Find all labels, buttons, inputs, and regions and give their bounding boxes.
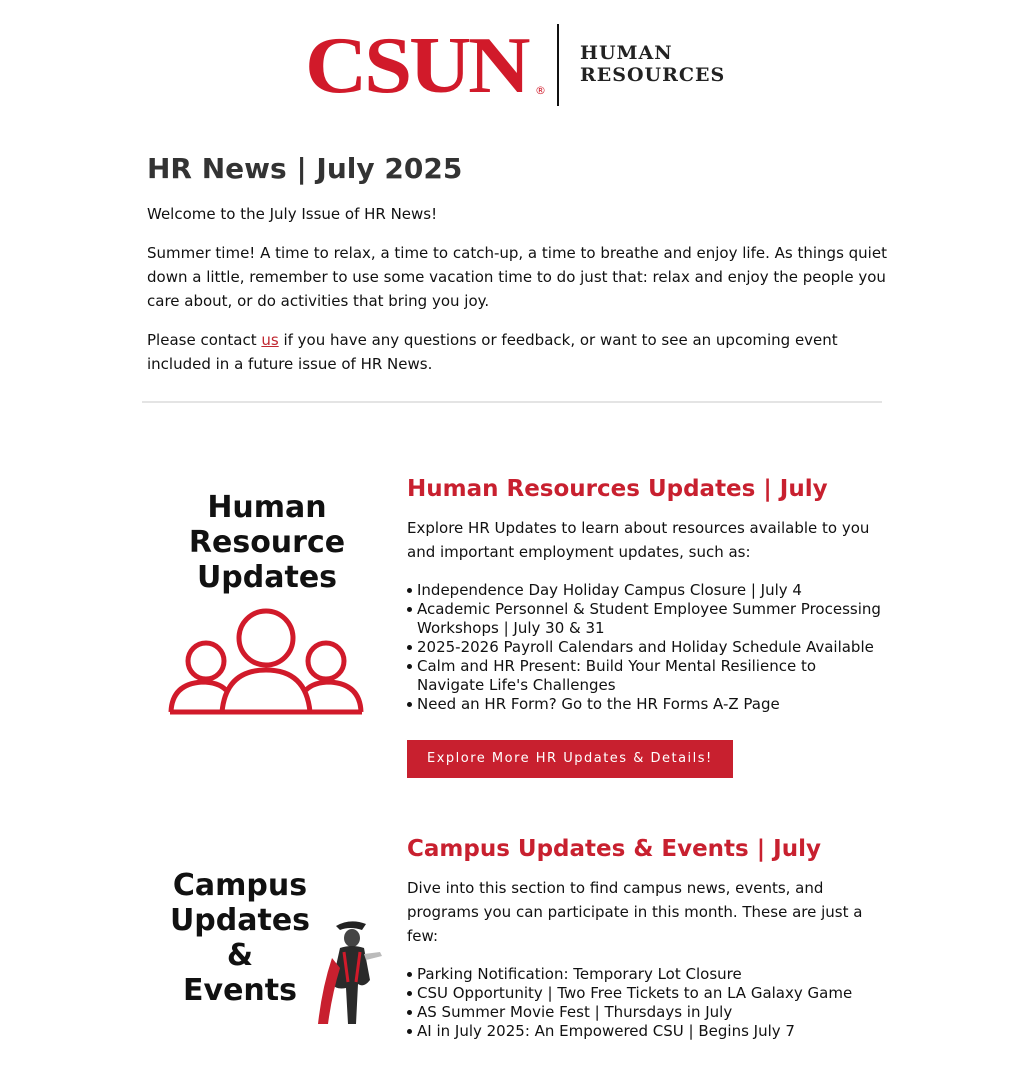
contact-text (147, 328, 887, 376)
hr-updates-title: Human Resources Updates | July (407, 476, 828, 502)
intro-section (147, 150, 887, 376)
campus-graphic-line: Events (183, 973, 297, 1008)
people-group-icon (166, 604, 366, 716)
logo-csun-wordmark: CSUN (305, 22, 528, 110)
campus-graphic-title (142, 868, 338, 1008)
logo-registered-mark: ® (535, 84, 546, 97)
contact-text-after: if you have any questions or feedback, or want to see an upcoming event included in a future issue of HR News. (147, 331, 838, 373)
list-item: AI in July 2025: An Empowered CSU | Begins July 7 (417, 1022, 882, 1041)
hr-updates-body (407, 470, 882, 778)
list-item: Calm and HR Present: Build Your Mental Resilience to Navigate Life's Challenges (417, 657, 882, 695)
hr-graphic-line: Resource (188, 525, 346, 560)
logo-divider (557, 24, 559, 106)
campus-updates-list (407, 965, 882, 1041)
list-item: Need an HR Form? Go to the HR Forms A-Z Page (417, 695, 882, 714)
logo-dept-line1: HUMAN (580, 42, 673, 64)
list-item: Parking Notification: Temporary Lot Closure (417, 965, 882, 984)
logo-department (580, 42, 725, 86)
hr-graphic-line: Updates (196, 560, 338, 595)
welcome-text: Welcome to the July Issue of HR News! (147, 205, 438, 223)
campus-graphic-line: & (226, 938, 254, 973)
contact-us-link[interactable]: us (261, 331, 279, 349)
contact-text-before: Please contact (147, 331, 262, 349)
summer-text: Summer time! A time to relax, a time to catch-up, a time to breathe and enjoy life. As things quiet down a little, remember to use some vacation time to do just that: relax and enjoy the people you care about, or do activities that bring you joy. (147, 244, 887, 310)
campus-graphic-line: Updates (169, 903, 311, 938)
list-item: 2025-2026 Payroll Calendars and Holiday Schedule Available (417, 638, 882, 657)
hr-updates-section (142, 470, 882, 810)
campus-updates-body (407, 830, 882, 1041)
campus-updates-lead: Dive into this section to find campus news, events, and programs you can participate in this month. These are just a few: (407, 879, 863, 945)
hr-graphic-line: Human (207, 490, 327, 525)
campus-updates-title: Campus Updates & Events | July (407, 836, 821, 862)
hr-updates-graphic (142, 470, 392, 730)
matador-mascot-icon (314, 918, 386, 1024)
list-item: Academic Personnel & Student Employee Summer Processing Workshops | July 30 & 31 (417, 600, 881, 637)
csun-hr-logo[interactable] (305, 24, 725, 108)
list-item: Independence Day Holiday Campus Closure | July 4 (417, 581, 882, 600)
hr-graphic-title (142, 490, 392, 595)
list-item: AS Summer Movie Fest | Thursdays in July (417, 1003, 882, 1022)
logo-dept-line2: RESOURCES (580, 64, 726, 86)
hr-updates-lead: Explore HR Updates to learn about resources available to you and important employment updates, such as: (407, 519, 870, 561)
hr-updates-list (407, 581, 882, 714)
explore-hr-updates-button[interactable]: Explore More HR Updates & Details! (407, 740, 733, 778)
campus-updates-graphic (142, 830, 392, 1090)
list-item: CSU Opportunity | Two Free Tickets to an LA Galaxy Game (417, 984, 882, 1003)
page-title: HR News | July 2025 (147, 152, 463, 185)
campus-updates-section (142, 830, 882, 1040)
section-divider (142, 401, 882, 403)
campus-graphic-line: Campus (172, 868, 308, 903)
